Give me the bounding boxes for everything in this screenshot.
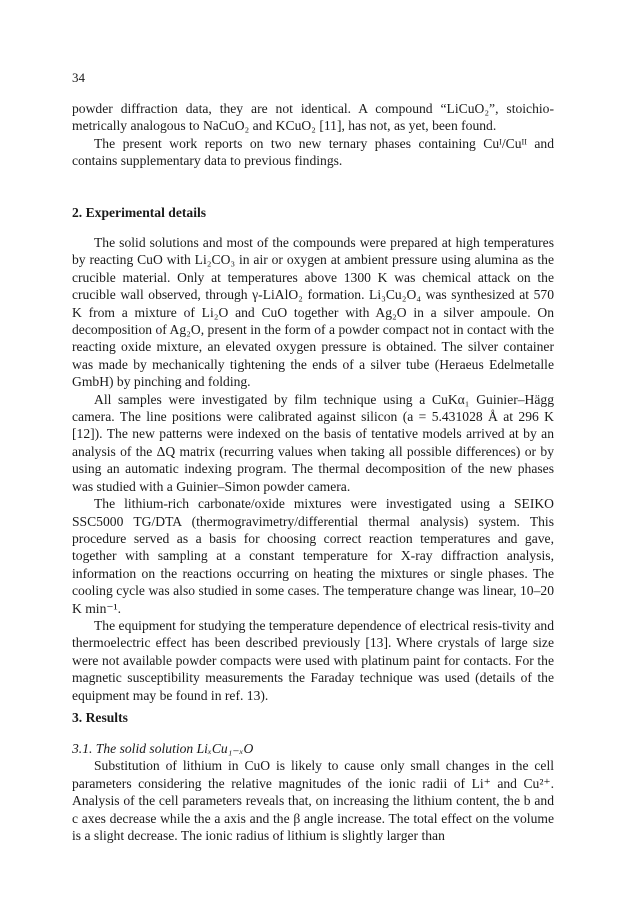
experimental-text [72, 234, 554, 704]
experimental-paragraph-3: The lithium-rich carbonate/oxide mixtures were investigated using a SEIKO SSC5000 TG/DTA (thermogravimetry/differential thermal analysis) system. This procedure served as a basis for choosing correct reaction temperatures and gave, together with sampling at a constant temperature for X-ray diffraction analysis, information on the reactions occurring on heating the mixtures or single phases. The cooling cycle was also studied in some cases. The temperature change was linear, 10–20 K min⁻¹. [72, 496, 554, 616]
intro-paragraph-1: powder diffraction data, they are not identical. A compound “LiCuO₂”, stoichio-metrically analogous to NaCuO₂ and KCuO₂ [11], has not, as yet, been found. [72, 101, 554, 134]
results-text [72, 740, 554, 844]
section-heading-experimental: 2. Experimental details [72, 205, 207, 220]
intro-paragraph-2: The present work reports on two new ternary phases containing Cuᴵ/Cuᴵᴵ and contains supplementary data to previous findings. [72, 135, 554, 169]
subsection-heading: 3.1. The solid solution LiₓCu₁₋ₓO [72, 741, 254, 756]
intro-text [72, 100, 554, 170]
section-heading-results: 3. Results [72, 710, 128, 725]
experimental-paragraph-2: All samples were investigated by film technique using a CuKα₁ Guinier–Hägg camera. The line positions were calibrated against silicon (a = 5.431028 Å at 296 K [12]). The new patterns were indexed on the basis of tentative models arrived at by an analysis of the ΔQ matrix (recurring values when taking all possible differences) or by using an automatic indexing program. The thermal decomposition of the new phases was studied with a Guinier–Simon powder camera. [72, 391, 554, 494]
page-number: 34 [72, 70, 85, 85]
experimental-paragraph-4: The equipment for studying the temperature dependence of electrical resis-tivity and thermoelectric effect has been described previously [13]. Where crystals of large size were not available powder compacts were used with platinum paint for contacts. For the magnetic susceptibility measurements the Faraday technique was used (details of the equipment may be found in ref. 13). [72, 617, 554, 703]
results-paragraph-1: Substitution of lithium in CuO is likely to cause only small changes in the cell parameters considering the relative magnitudes of the ionic radii of Li⁺ and Cu²⁺. Analysis of the cell parameters reveals that, on increasing the lithium content, the b and c axes decrease while the a axis and the β angle increase. The total effect on the volume is a slight decrease. The ionic radius of lithium is slightly larger than [72, 758, 554, 844]
experimental-paragraph-1: The solid solutions and most of the compounds were prepared at high temperatures by reacting CuO with Li₂CO₃ in air or oxygen at ambient pressure using alumina as the crucible material. Only at temperatures above 1300 K was chemical attack on the crucible wall observed, through γ-LiAlO₂ formation. Li₃Cu₂O₄ was synthesized at 570 K from a mixture of Li₂O and CuO together with Ag₂O in a silver ampoule. On decomposition of Ag₂O, present in the form of a powder compact not in contact with the reacting oxide mixture, an elevated oxygen pressure is obtained. The silver container was made by mechanically tightening the ends of a silver tube (Heraeus Edelmetalle GmbH) by pinching and folding. [72, 235, 554, 390]
